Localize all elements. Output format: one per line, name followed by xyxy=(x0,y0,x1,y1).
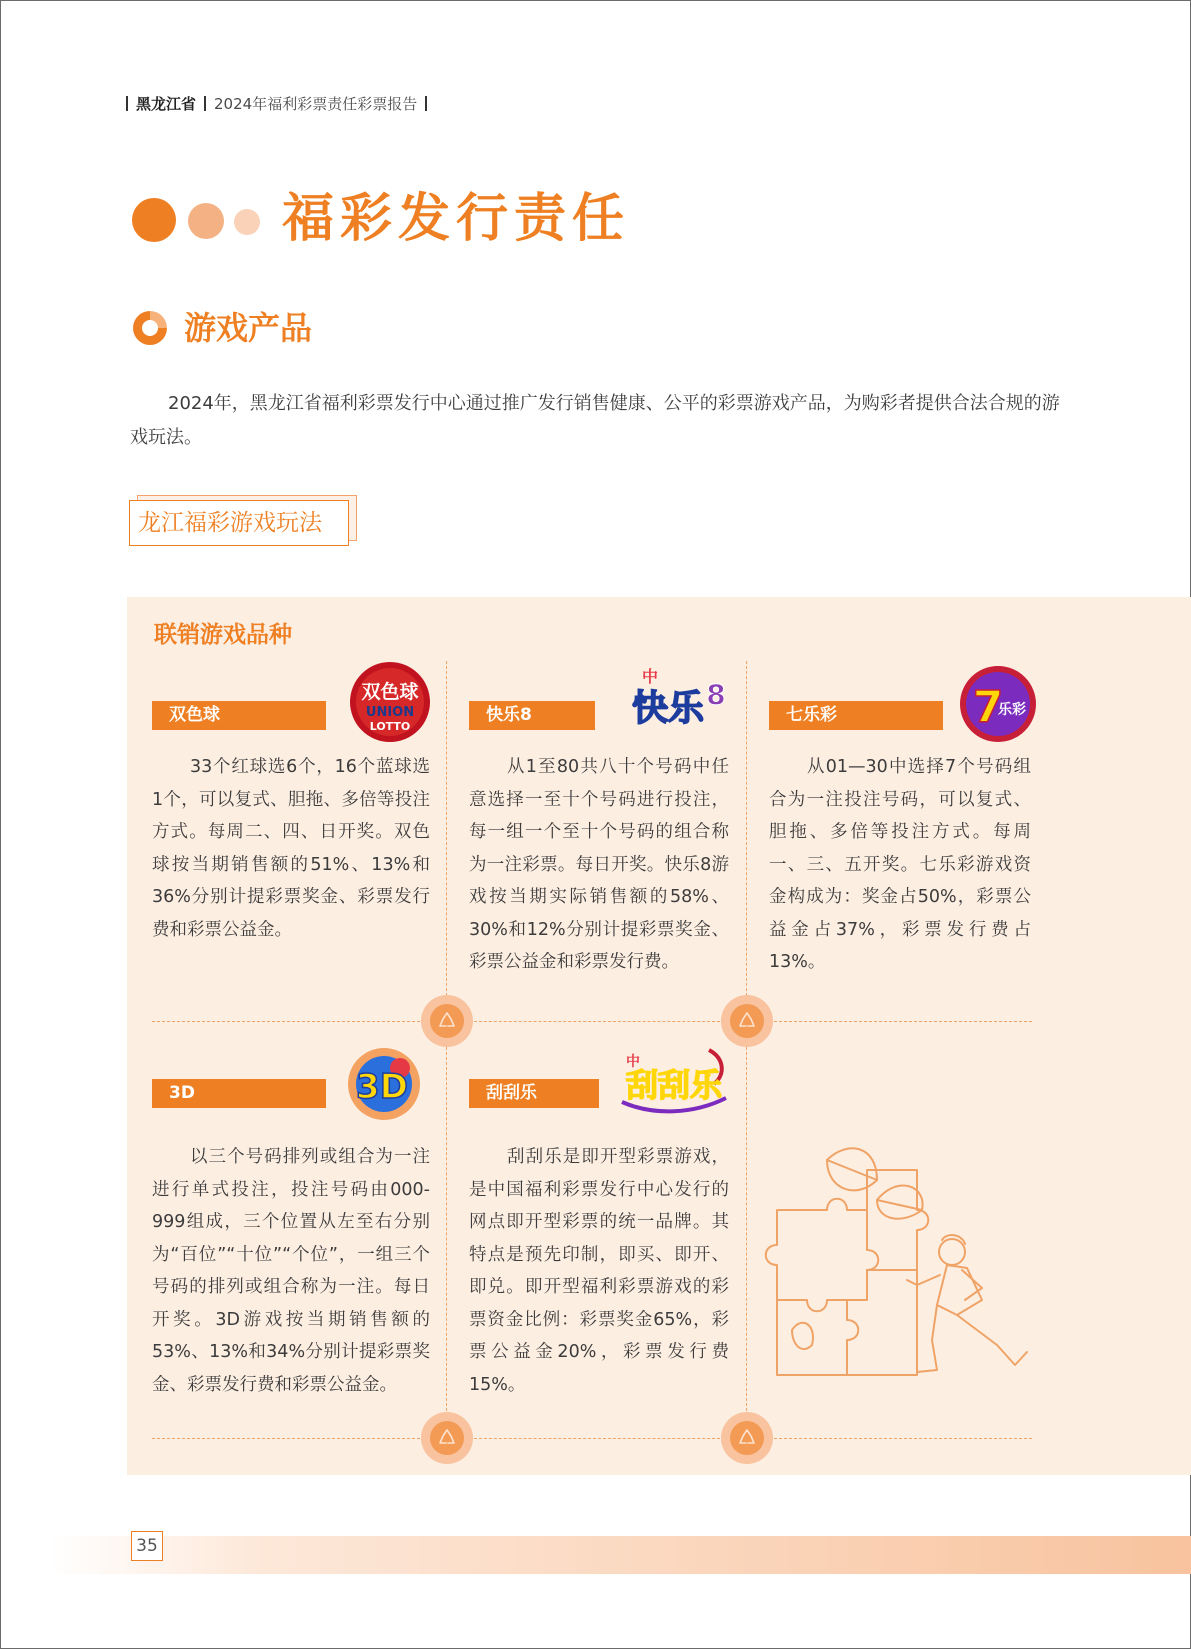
swirl-icon xyxy=(130,309,170,347)
box-title-label: 龙江福彩游戏玩法 xyxy=(138,510,322,536)
grid-node-recycle-icon xyxy=(421,995,473,1047)
kuaile8-logo xyxy=(622,664,728,744)
running-header xyxy=(126,92,435,114)
game-desc-kuaile8: 从1至80共八十个号码中任意选择一至十个号码进行投注，每一组一个至十个号码的组合称为一注彩票。每日开奖。快乐8游戏按当期实际销售额的58%、30%和12%分别计提彩票奖金、彩票公益金和彩票发行费。 xyxy=(469,757,729,972)
grid-divider-horizontal xyxy=(774,1438,1032,1439)
logo-text: UNION xyxy=(365,705,415,720)
game-tag-kuaile8: 快乐8 xyxy=(469,701,595,730)
logo-text: 刮刮乐 xyxy=(625,1066,723,1104)
logo-text: 快乐 xyxy=(631,688,705,729)
logo-text: 双色球 xyxy=(361,681,419,703)
grid-node-recycle-icon xyxy=(721,995,773,1047)
chapter-title: 福彩发行责任 xyxy=(282,188,631,249)
header-divider xyxy=(425,96,427,111)
game-desc-qilecai: 从01—30中选择7个号码组合为一注投注号码，可以复式、胆拖、多倍等投注方式。每周一、三、五开奖。七乐彩游戏资金构成为：奖金占50%，彩票公益金占37%，彩票发行费占13%。 xyxy=(769,757,1031,972)
guaguale-logo xyxy=(614,1044,734,1120)
chapter-heading xyxy=(130,186,830,256)
header-divider xyxy=(204,96,206,111)
grid-divider-horizontal xyxy=(474,1021,720,1022)
3d-logo xyxy=(342,1044,426,1126)
svg-text:中: 中 xyxy=(626,1054,640,1070)
logo-text: 7 xyxy=(972,682,1004,733)
grid-divider-vertical xyxy=(446,1047,447,1411)
logo-text: 3D xyxy=(356,1067,408,1107)
decor-dot-medium xyxy=(188,203,224,239)
game-tag-guaguale: 刮刮乐 xyxy=(469,1079,599,1108)
shuangseqiu-logo xyxy=(348,660,432,744)
box-title xyxy=(129,500,349,546)
grid-node-recycle-icon xyxy=(721,1412,773,1464)
grid-divider-horizontal xyxy=(152,1021,420,1022)
logo-text: 乐彩 xyxy=(998,702,1026,718)
grid-divider-vertical xyxy=(746,661,747,1001)
puzzle-illustration xyxy=(757,1140,1042,1385)
grid-divider-vertical xyxy=(446,661,447,1001)
page-number: 35 xyxy=(131,1531,163,1561)
grid-divider-horizontal xyxy=(474,1438,720,1439)
game-tag-shuangseqiu: 双色球 xyxy=(152,701,326,730)
footer-band xyxy=(50,1536,1191,1574)
header-divider xyxy=(126,96,128,111)
grid-divider-horizontal xyxy=(152,1438,420,1439)
game-desc-3d: 以三个号码排列或组合为一注进行单式投注，投注号码由000-999组成，三个位置从左至右分别为“百位”“十位”“个位”，一组三个号码的排列或组合称为一注。每日开奖。3D游戏按当期销售额的53%、13%和34%分别计提彩票奖金、彩票发行费和彩票公益金。 xyxy=(152,1147,430,1395)
section-title: 游戏产品 xyxy=(184,309,313,347)
panel-title: 联销游戏品种 xyxy=(154,621,292,648)
logo-text: LOTTO xyxy=(369,720,411,733)
game-desc-guaguale: 刮刮乐是即开型彩票游戏，是中国福利彩票发行中心发行的网点即开型彩票的统一品牌。其特点是预先印制，即买、即开、即兑。即开型福利彩票游戏的彩票资金比例：彩票奖金65%，彩票公益金20%，彩票发行费15%。 xyxy=(469,1147,729,1395)
grid-divider-horizontal xyxy=(774,1021,1032,1022)
decor-dot-large xyxy=(132,198,176,242)
intro-paragraph: 2024年，黑龙江省福利彩票发行中心通过推广发行销售健康、公平的彩票游戏产品，为购彩者提供合法合规的游戏玩法。 xyxy=(130,393,1060,448)
svg-text:中: 中 xyxy=(641,667,659,686)
qilecai-logo xyxy=(958,664,1038,744)
grid-node-recycle-icon xyxy=(421,1412,473,1464)
decor-dot-small xyxy=(234,209,260,235)
game-desc-shuangseqiu: 33个红球选6个，16个蓝球选1个，可以复式、胆拖、多倍等投注方式。每周二、四、日开奖。双色球按当期销售额的51%、13%和36%分别计提彩票奖金、彩票发行费和彩票公益金。 xyxy=(152,757,430,940)
grid-divider-vertical xyxy=(746,1047,747,1411)
game-tag-3d: 3D xyxy=(152,1079,326,1108)
header-report-title: 2024年福利彩票责任彩票报告 xyxy=(214,94,418,113)
logo-text: 8 xyxy=(706,678,726,711)
game-tag-qilecai: 七乐彩 xyxy=(769,701,943,730)
header-province: 黑龙江省 xyxy=(136,94,197,113)
